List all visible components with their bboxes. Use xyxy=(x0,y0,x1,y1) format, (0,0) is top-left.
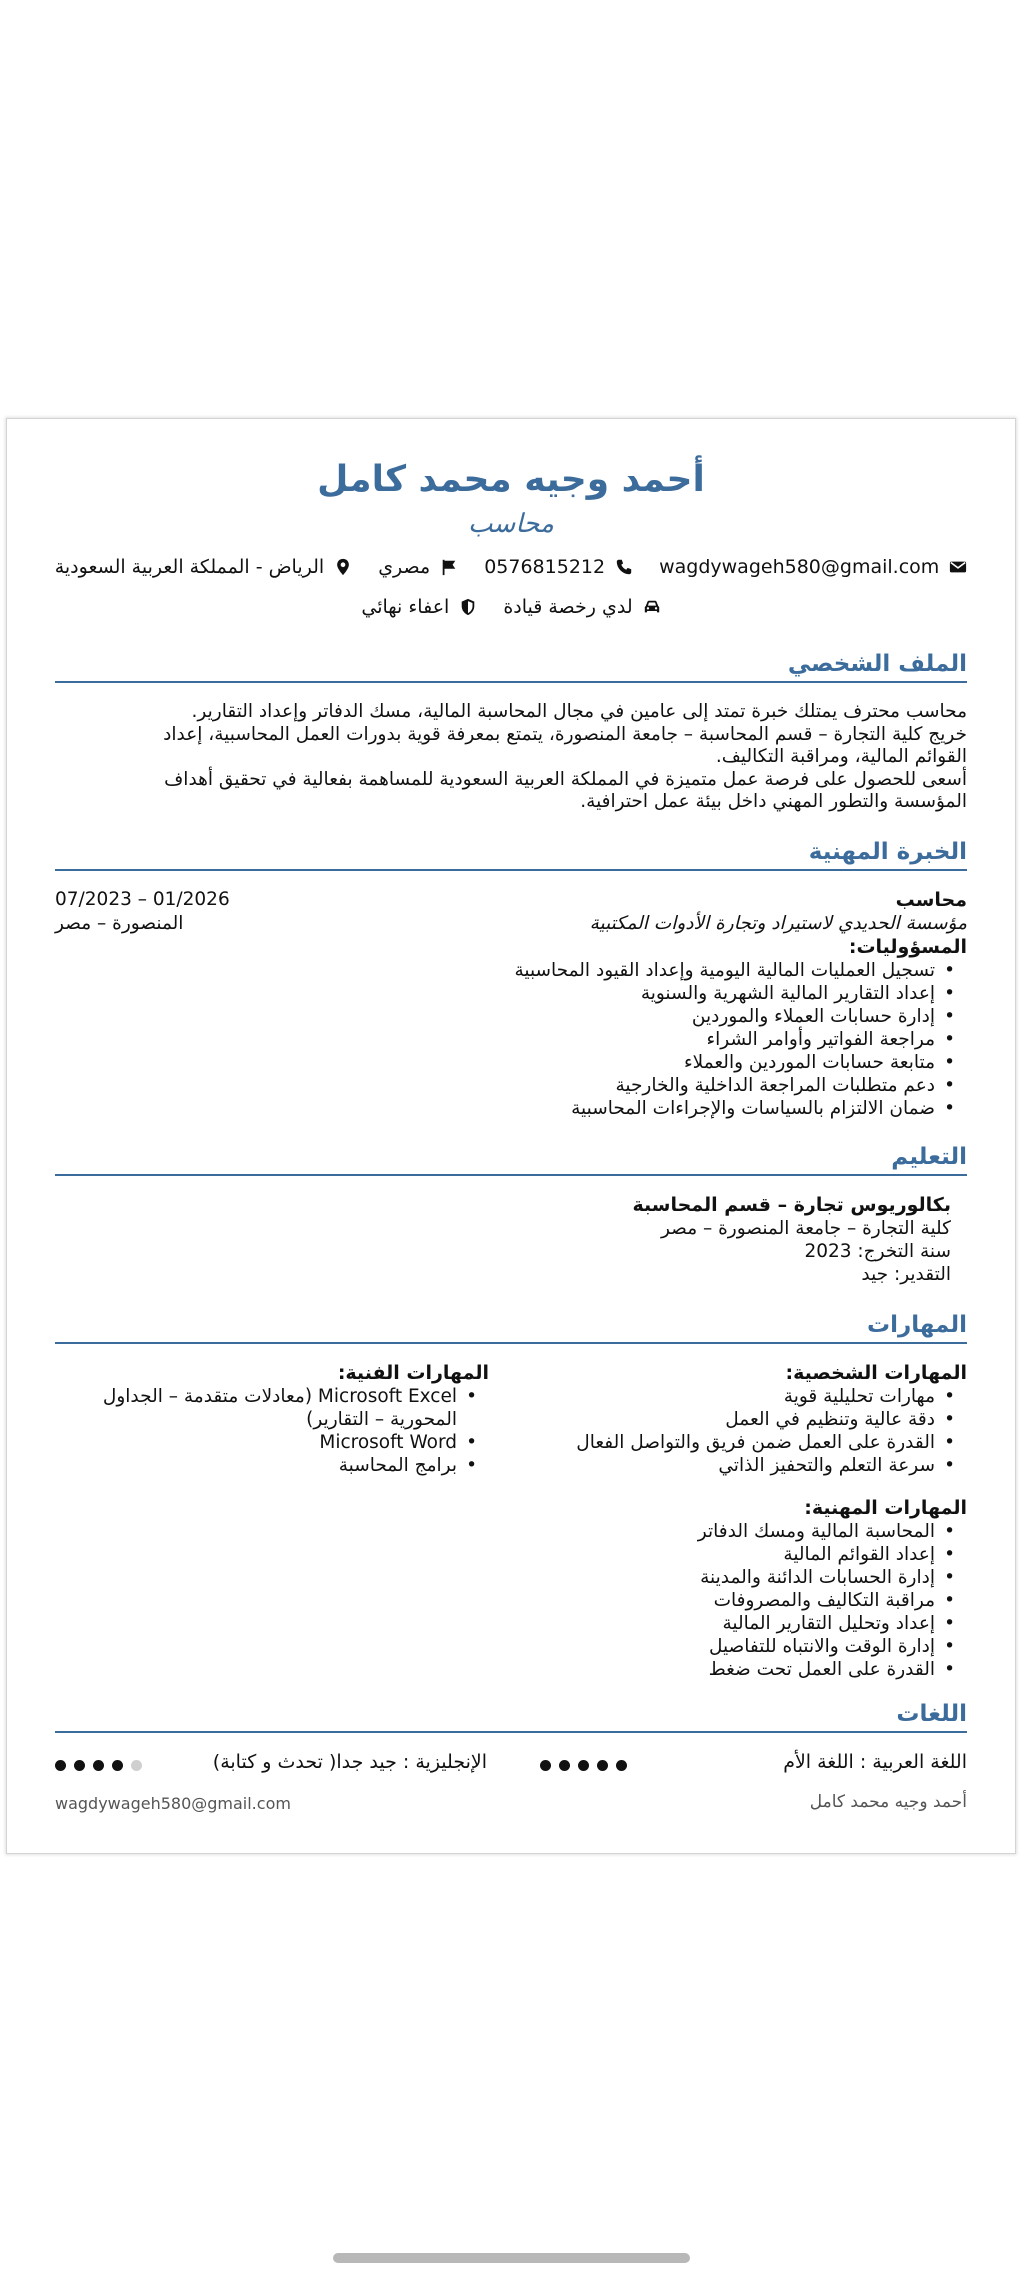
home-indicator[interactable] xyxy=(333,2253,690,2263)
rating-dot-filled xyxy=(55,1760,66,1771)
list-item: • مهارات تحليلية قوية xyxy=(527,1385,957,1408)
experience-dates: 07/2023 – 01/2026 xyxy=(55,889,230,910)
nationality-text: مصري xyxy=(378,556,431,578)
driving-license-text: لدي رخصة قيادة xyxy=(503,596,633,618)
rating-dot-filled xyxy=(74,1760,85,1771)
section-languages-heading: اللغات xyxy=(55,1701,967,1733)
list-item: • سرعة التعلم والتحفيز الذاتي xyxy=(527,1454,957,1477)
profile-line: القوائم المالية، ومراقبة التكاليف. xyxy=(715,746,967,767)
military-status-text: اعفاء نهائي xyxy=(361,596,450,618)
personal-skills-list xyxy=(527,1385,957,1477)
footer-email[interactable]: wagdywageh580@gmail.com xyxy=(55,1794,291,1813)
list-item: • المحاسبة المالية ومسك الدفاتر xyxy=(698,1520,957,1543)
language-arabic-label: اللغة العربية : اللغة الأم xyxy=(783,1751,967,1773)
email-text: wagdywageh580@gmail.com xyxy=(659,556,940,578)
responsibilities-label: المسؤوليات: xyxy=(848,936,967,958)
location-text: الرياض - المملكة العربية السعودية xyxy=(54,556,325,578)
rating-dot-filled xyxy=(112,1760,123,1771)
list-item: • إدارة الوقت والانتباه للتفاصيل xyxy=(698,1635,957,1658)
footer-name: أحمد وجيه محمد كامل xyxy=(809,1792,967,1812)
profile-line: المؤسسة والتطور المهني داخل بيئة عمل احترافية. xyxy=(580,791,967,812)
contact-driving-license xyxy=(503,596,660,618)
shield-icon xyxy=(459,598,477,616)
list-item: • إدارة حسابات العملاء والموردين xyxy=(514,1005,957,1028)
education-grade: التقدير: جيد xyxy=(861,1264,951,1285)
rating-dot-filled xyxy=(540,1760,551,1771)
car-icon xyxy=(643,598,661,616)
profile-line: خريج كلية التجارة – قسم المحاسبة – جامعة المنصورة، يتمتع بمعرفة قوية بدورات العمل المحاسبية، إعداد xyxy=(163,723,967,745)
resume-page xyxy=(6,418,1016,1854)
experience-job-title: محاسب xyxy=(895,889,967,911)
location-pin-icon xyxy=(334,558,352,576)
list-item: • إعداد القوائم المالية xyxy=(698,1543,957,1566)
list-item: • تسجيل العمليات المالية اليومية وإعداد القيود المحاسبية xyxy=(514,959,957,982)
rating-dot-filled xyxy=(559,1760,570,1771)
professional-skills-list xyxy=(698,1520,957,1681)
list-item: • دعم متطلبات المراجعة الداخلية والخارجية xyxy=(514,1074,957,1097)
phone-icon xyxy=(615,558,633,576)
section-skills-heading: المهارات xyxy=(55,1312,967,1344)
contact-location xyxy=(55,556,352,578)
phone-text: 0576815212 xyxy=(484,556,606,578)
contact-email[interactable] xyxy=(659,556,967,578)
profile-text xyxy=(55,701,967,814)
technical-skills-label: المهارات الفنية: xyxy=(337,1362,489,1384)
job-title: محاسب xyxy=(468,509,554,539)
contact-row-2 xyxy=(55,596,967,618)
profile-line: أسعى للحصول على فرصة عمل متميزة في المملكة العربية السعودية للمساهمة بفعالية في تحقيق أهداف xyxy=(164,768,967,790)
profile-line: محاسب محترف يمتلك خبرة تمتد إلى عامين في مجال المحاسبة المالية، مسك الدفاتر وإعداد التقارير. xyxy=(191,701,967,722)
technical-skills-list xyxy=(87,1385,479,1477)
list-item: • متابعة حسابات الموردين والعملاء xyxy=(514,1051,957,1074)
education-graduation: سنة التخرج: 2023 xyxy=(804,1241,951,1262)
list-item: • مراجعة الفواتير وأوامر الشراء xyxy=(514,1028,957,1051)
language-english-label: الإنجليزية : جيد جدا( تحدث و كتابة) xyxy=(212,1751,487,1773)
envelope-icon xyxy=(949,558,967,576)
flag-icon xyxy=(440,558,458,576)
section-education-heading: التعليم xyxy=(55,1144,967,1176)
list-item: • القدرة على العمل تحت ضغط xyxy=(698,1658,957,1681)
contact-row-1 xyxy=(55,556,967,578)
section-profile-heading: الملف الشخصي xyxy=(55,651,967,683)
personal-skills-label: المهارات الشخصية: xyxy=(785,1362,967,1384)
professional-skills-label: المهارات المهنية: xyxy=(804,1497,967,1519)
rating-dot-filled xyxy=(597,1760,608,1771)
education-institution: كلية التجارة – جامعة المنصورة – مصر xyxy=(660,1218,951,1239)
contact-nationality xyxy=(378,556,458,578)
contact-phone[interactable] xyxy=(484,556,633,578)
rating-dot-filled xyxy=(616,1760,627,1771)
list-item: • مراقبة التكاليف والمصروفات xyxy=(698,1589,957,1612)
list-item: • إعداد وتحليل التقارير المالية xyxy=(698,1612,957,1635)
experience-company: مؤسسة الحديدي لاستيراد وتجارة الأدوات المكتبية xyxy=(589,913,967,934)
contact-military-status xyxy=(361,596,477,618)
rating-dot-filled xyxy=(93,1760,104,1771)
list-item: • إعداد التقارير المالية الشهرية والسنوية xyxy=(514,982,957,1005)
section-experience-heading: الخبرة المهنية xyxy=(55,839,967,871)
list-item: • دقة عالية وتنظيم في العمل xyxy=(527,1408,957,1431)
experience-location: المنصورة – مصر xyxy=(55,913,184,934)
list-item: • إدارة الحسابات الدائنة والمدينة xyxy=(698,1566,957,1589)
education-degree: بكالوريوس تجارة – قسم المحاسبة xyxy=(632,1194,951,1216)
list-item: • Microsoft Word xyxy=(87,1431,479,1454)
rating-dot-filled xyxy=(578,1760,589,1771)
language-arabic-rating xyxy=(540,1760,627,1771)
list-item: • برامج المحاسبة xyxy=(87,1454,479,1477)
list-item: • ضمان الالتزام بالسياسات والإجراءات المحاسبية xyxy=(514,1097,957,1120)
full-name: أحمد وجيه محمد كامل xyxy=(317,459,705,500)
responsibilities-list xyxy=(514,959,957,1120)
language-english-rating xyxy=(55,1760,142,1771)
list-item: • القدرة على العمل ضمن فريق والتواصل الفعال xyxy=(527,1431,957,1454)
list-item: • Microsoft Excel (معادلات متقدمة – الجداول المحورية – التقارير) xyxy=(87,1385,479,1431)
rating-dot-empty xyxy=(131,1760,142,1771)
